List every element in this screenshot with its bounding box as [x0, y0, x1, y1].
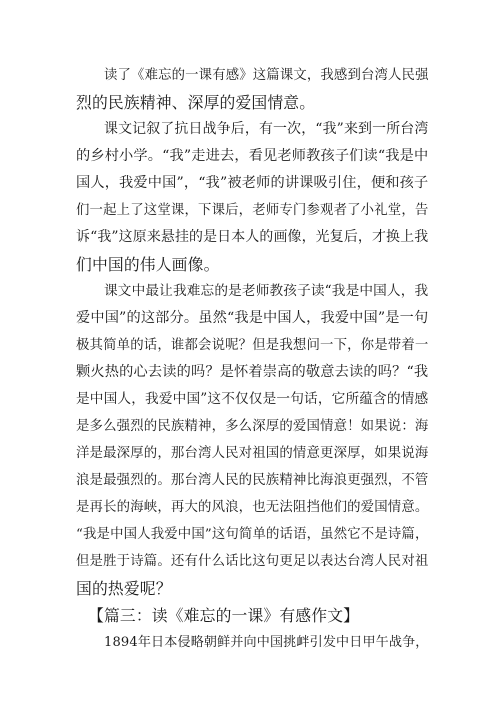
text-line: 们中国的伟人画像。 [76, 255, 220, 274]
text-line: 1894年日本侵略朝鲜并向中国挑衅引发中日甲午战争， [104, 635, 429, 650]
text-line: 们一起上了这堂课，下课后，老师专门参观者了小礼堂，告 [76, 203, 429, 218]
text-line: 但是胜于诗篇。还有什么话比这句更足以表达台湾人民对祖 [76, 554, 429, 569]
text-line: 是中国人，我爱中国”这不仅仅是一句话，它所蕴含的情感 [76, 391, 429, 407]
text-line: 课文记叙了抗日战争后，有一次，“我”来到一所台湾 [104, 121, 429, 137]
text-line: 颗火热的心去读的吗？是怀着崇高的敬意去读的吗？“我 [76, 364, 429, 380]
text-line: 诉“我”这原来悬挂的是日本人的画像，光复后，才换上我 [76, 229, 429, 245]
section-heading: 【篇三：读《难忘的一课》有感作文】 [88, 606, 360, 625]
text-line: 的乡村小学。“我”走进去，看见老师教孩子们读“我是中 [76, 148, 429, 164]
text-line: 是多么强烈的民族精神，多么深厚的爱国情意！如果说：海 [76, 419, 429, 434]
document-body [76, 62, 429, 656]
text-line: 爱中国”的这部分。虽然“我是中国人，我爱中国”是一句 [76, 310, 429, 326]
text-line: 国的热爱呢？ [76, 579, 172, 598]
text-line: 读了《难忘的一课有感》这篇课文，我感到台湾人民强 [104, 68, 429, 83]
text-line: 浪是最强烈的。那台湾人民的民族精神比海浪更强烈，不管 [76, 473, 429, 488]
text-line: 烈的民族精神、深厚的爱国情意。 [76, 93, 316, 112]
text-line: 极其简单的话，谁都会说呢？但是我想问一下，你是带着一 [76, 338, 429, 353]
text-line: 课文中最让我难忘的是老师教孩子读“我是中国人，我 [104, 283, 429, 299]
text-line: 国人，我爱中国”，“我”被老师的讲课吸引住，便和孩子 [76, 175, 429, 191]
text-line: 是再长的海峡，再大的风浪，也无法阻挡他们的爱国情意。 [76, 500, 429, 515]
text-line: “我是中国人我爱中国”这句简单的话语，虽然它不是诗篇， [76, 527, 429, 542]
text-line: 洋是最深厚的，那台湾人民对祖国的情意更深厚，如果说海 [76, 446, 429, 461]
